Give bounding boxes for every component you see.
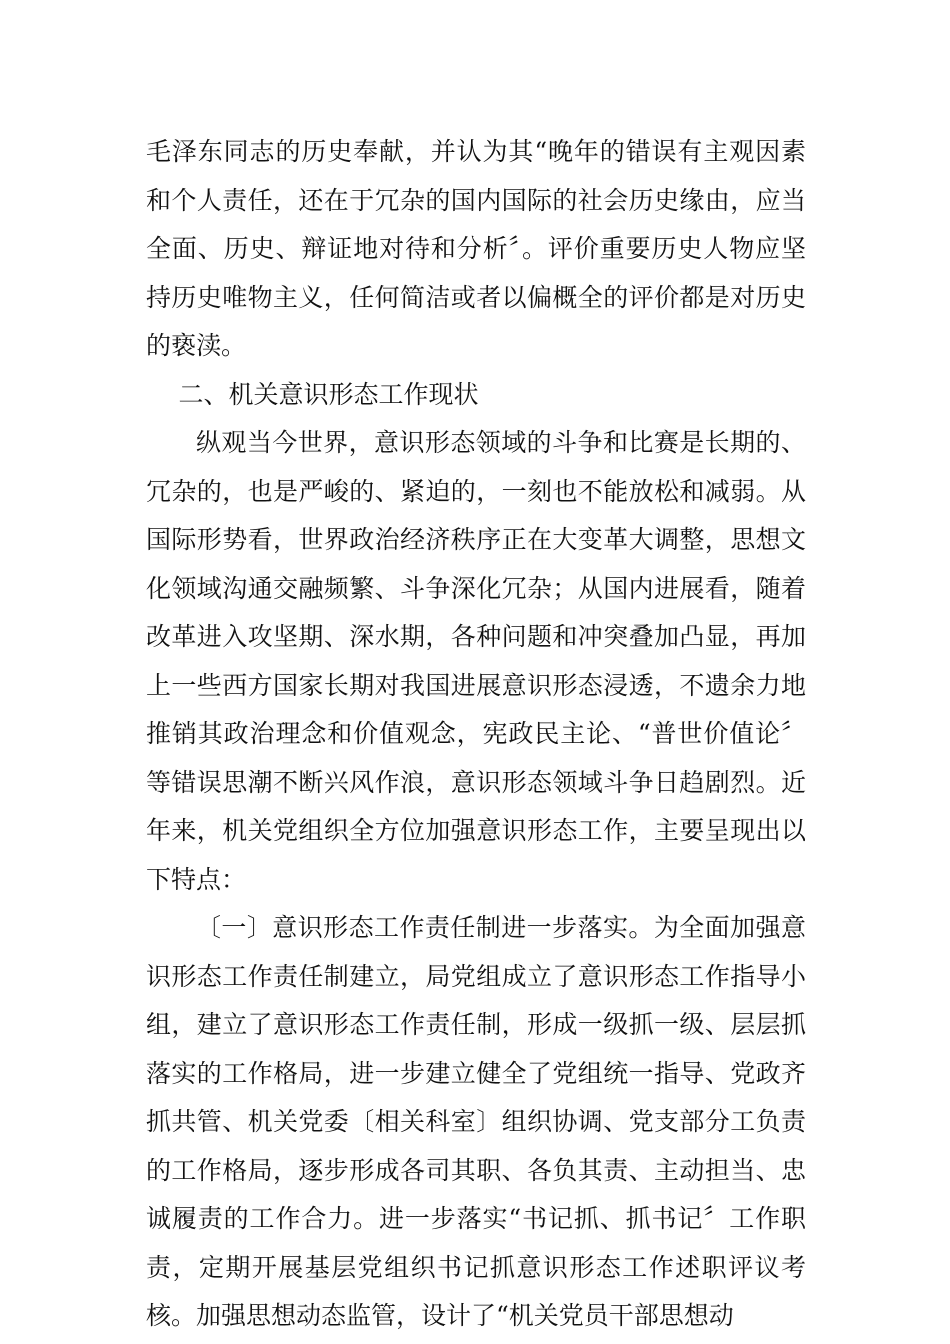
document-body	[146, 128, 806, 1341]
paragraph-overview: 纵观当今世界，意识形态领域的斗争和比赛是长期的、冗杂的，也是严峻的、紧迫的，一刻也不能放松和减弱。从国际形势看，世界政治经济秩序正在大变革大调整，思想文化领域沟通交融频繁、斗争深化冗杂；从国内进展看，随着改革进入攻坚期、深水期，各种问题和冲突叠加凸显，再加上一些西方国家长期对我国进展意识形态浸透，不遗余力地推销其政治理念和价值观念，宪政民主论、“普世价值论〞等错误思潮不断兴风作浪，意识形态领域斗争日趋剧烈。近年来，机关党组织全方位加强意识形态工作，主要呈现出以下特点：	[146, 428, 806, 894]
section-heading: 二、机关意识形态工作现状	[178, 379, 479, 409]
paragraph-continuation: 毛泽东同志的历史奉献，并认为其“晚年的错误有主观因素和个人责任，还在于冗杂的国内国际的社会历史缘由，应当全面、历史、辩证地对待和分析〞。评价重要历史人物应坚持历史唯物主义，任何简洁或者以偏概全的评价都是对历史的亵渎。	[146, 137, 806, 360]
paragraph-responsibility: 〔一〕意识形态工作责任制进一步落实。为全面加强意识形态工作责任制建立，局党组成立了意识形态工作指导小组，建立了意识形态工作责任制，形成一级抓一级、层层抓落实的工作格局，进一步建立健全了党组统一指导、党政齐抓共管、机关党委〔相关科室〕组织协调、党支部分工负责的工作格局，逐步形成各司其职、各负其责、主动担当、忠诚履责的工作合力。进一步落实“书记抓、抓书记〞工作职责，定期开展基层党组织书记抓意识形态工作述职评议考核。加强思想动态监管，设计了“机关党员干部思想动	[146, 913, 806, 1330]
